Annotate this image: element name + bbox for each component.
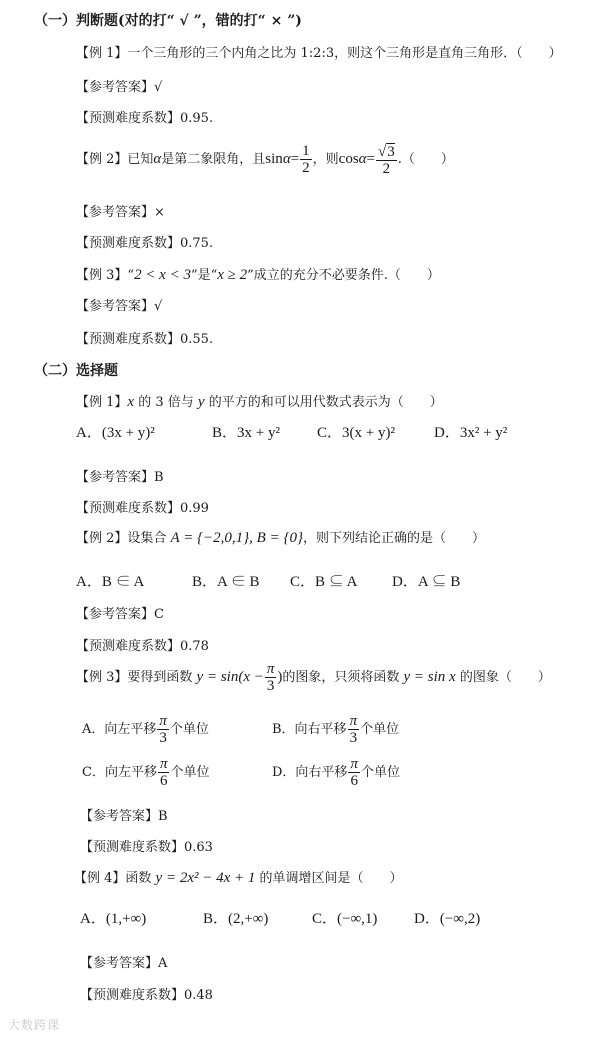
s2-q1-difficulty: 【预测难度系数】0.99 [76, 501, 209, 516]
s1-q1-text: 【例 1】一个三角形的三个内角之比为 1:2:3，则这个三角形是直角三角形．（ ） [76, 46, 562, 61]
s2-q4-option-c: C．(−∞,1) [312, 911, 378, 927]
s2-q2-option-d: D．A ⊆ B [392, 574, 461, 590]
s2-q3-answer: 【参考答案】B [80, 809, 168, 824]
s2-q2-option-a: A．B ∈ A [76, 574, 145, 590]
s2-q1-option-a: A．(3x + y)² [76, 425, 155, 441]
s2-q3-option-c: C．向左平移 $\frac{\pi}{6}$ 个单位 [82, 756, 210, 789]
fraction-one-half: $\frac{1}{2}$ [302, 143, 310, 176]
s1-q2-text: 【例 2】已知α是第二象限角，且sinα= $\frac{1}{2}$ ，则cosα= $\frac{√3}{2}$ .（ ） [76, 143, 454, 177]
s1-q2-answer: 【参考答案】× [76, 205, 165, 220]
s2-q4-option-b: B．(2,+∞) [203, 911, 269, 927]
fraction-sqrt3-over-2: $\frac{√3}{2}$ [378, 143, 395, 177]
section2-title: （二）选择题 [34, 363, 118, 379]
s1-q1-difficulty: 【预测难度系数】0.95. [76, 111, 214, 126]
s1-q2-difficulty: 【预测难度系数】0.75. [76, 236, 214, 251]
s2-q2-difficulty: 【预测难度系数】0.78 [76, 639, 209, 654]
s2-q1-option-c: C．3(x + y)² [317, 425, 395, 441]
s2-q4-text: 【例 4】函数 y = 2x² − 4x + 1 的单调增区间是（ ） [74, 870, 403, 886]
s2-q3-option-d: D．向右平移 $\frac{\pi}{6}$ 个单位 [272, 756, 400, 789]
s2-q3-option-b: B．向右平移 $\frac{\pi}{3}$ 个单位 [272, 713, 400, 746]
s2-q3-option-a: A．向左平移 $\frac{\pi}{3}$ 个单位 [82, 713, 209, 746]
watermark: 大数跨课 [8, 1018, 61, 1032]
fraction-pi-over-3: $\frac{\pi}{3}$ [266, 661, 275, 694]
s2-q4-option-a: A．(1,+∞) [80, 911, 147, 927]
s2-q1-option-b: B．3x + y² [212, 425, 280, 441]
s1-q3-answer: 【参考答案】√ [76, 299, 163, 314]
s2-q2-option-c: C．B ⊆ A [290, 574, 358, 590]
s1-q1-answer: 【参考答案】√ [76, 80, 163, 95]
s2-q2-option-b: B．A ∈ B [192, 574, 260, 590]
s2-q2-answer: 【参考答案】C [76, 607, 164, 622]
s1-q3-text: 【例 3】“2 < x < 3”是“x ≥ 2”成立的充分不必要条件.（ ） [76, 267, 440, 283]
s2-q3-text: 【例 3】要得到函数 y = sin(x − $\frac{\pi}{3}$ )的图象，只须将函数 y = sin x 的图象（ ） [76, 661, 551, 694]
section1-title: （一）判断题(对的打“ √ ”，错的打“ × ”) [34, 13, 302, 29]
s2-q2-text: 【例 2】设集合 A = {−2,0,1}, B = {0}，则下列结论正确的是（ ） [76, 530, 485, 546]
s2-q4-option-d: D．(−∞,2) [414, 911, 481, 927]
s2-q3-difficulty: 【预测难度系数】0.63 [80, 840, 213, 855]
s2-q4-difficulty: 【预测难度系数】0.48 [80, 988, 213, 1003]
s2-q1-answer: 【参考答案】B [76, 470, 164, 485]
s2-q1-text: 【例 1】x 的 3 倍与 y 的平方的和可以用代数式表示为（ ） [76, 394, 443, 410]
s2-q4-answer: 【参考答案】A [80, 956, 168, 971]
s1-q3-difficulty: 【预测难度系数】0.55. [76, 332, 214, 347]
s2-q1-option-d: D．3x² + y² [434, 425, 508, 441]
